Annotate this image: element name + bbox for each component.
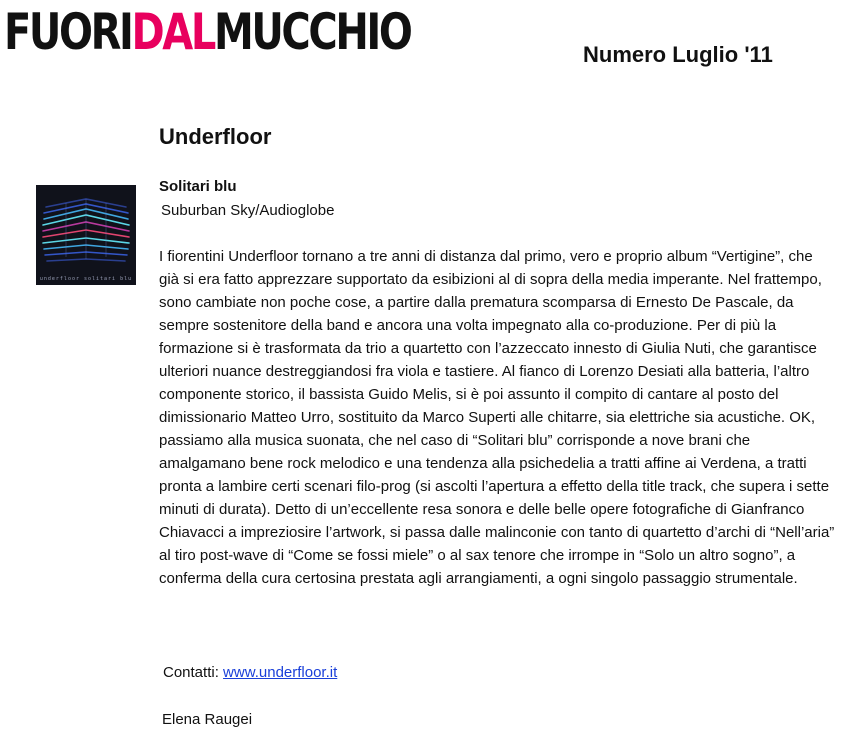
contacts-label: Contatti: [163, 664, 219, 681]
logo-part-mucchio: MUCCHIO [213, 3, 411, 61]
album-cover-art [36, 185, 136, 285]
album-title: Solitari blu [159, 178, 237, 195]
album-cover-caption: underfloor solitari blu [39, 276, 133, 282]
contacts-line [163, 664, 337, 681]
website-link[interactable]: www.underfloor.it [223, 664, 338, 681]
record-label: Suburban Sky/Audioglobe [161, 202, 335, 219]
logo-part-dal: DAL [131, 3, 214, 61]
review-body: I fiorentini Underfloor tornano a tre anni di distanza dal primo, vero e proprio album “Vertigine”, che già si era fatto apprezzare supportato da esibizioni al di sopra della media imperante. Nel frattempo, sono cambiate non poche cose, a partire dalla prematura scomparsa di Ernesto De Pascale, da sempre sostenitore della band e ancora una volta impegnato alla co-produzione. Per di più la formazione si è trasformata da trio a quartetto con l’azzeccato innesto di Giulia Nuti, che garantisce ulteriori nuance destreggiandosi fra viola e tastiere. Al fianco di Lorenzo Desiati alla batteria, l’altro componente storico, il bassista Guido Melis, si è poi assunto il compito di cantare al posto del dimissionario Matteo Urro, sostituito da Marco Superti alle chitarre, sia elettriche sia acustiche. OK, passiamo alla musica suonata, che nel caso di “Solitari blu” corrisponde a nove brani che amalgamano bene rock melodico e una tendenza alla psichedelia a tratti affine ai Verdena, a tratti pronta a lambire certi scenari filo-prog (si ascolti l’apertura a effetto della title track, che supera i sette minuti di durata). Detto di un’eccellente resa sonora e delle belle opere fotografiche di Gianfranco Chiavacci a impreziosire l’artwork, si passa dalle malinconie con tanto di quartetto d’archi di “Nell’aria” al tiro post-wave di “Come se fossi miele” o al sax tenore che irrompe in “Solo un altro sogno”, a conferma della cura certosina prestata agli arrangiamenti, a ogni singolo passaggio strumentale. [159, 248, 835, 587]
logo-part-fuori: FUORI [4, 3, 132, 61]
magazine-logo [4, 2, 411, 62]
band-title: Underfloor [159, 124, 272, 149]
review-author: Elena Raugei [162, 711, 253, 728]
album-cover-image [36, 185, 136, 285]
issue-label: Numero Luglio '11 [583, 42, 773, 67]
